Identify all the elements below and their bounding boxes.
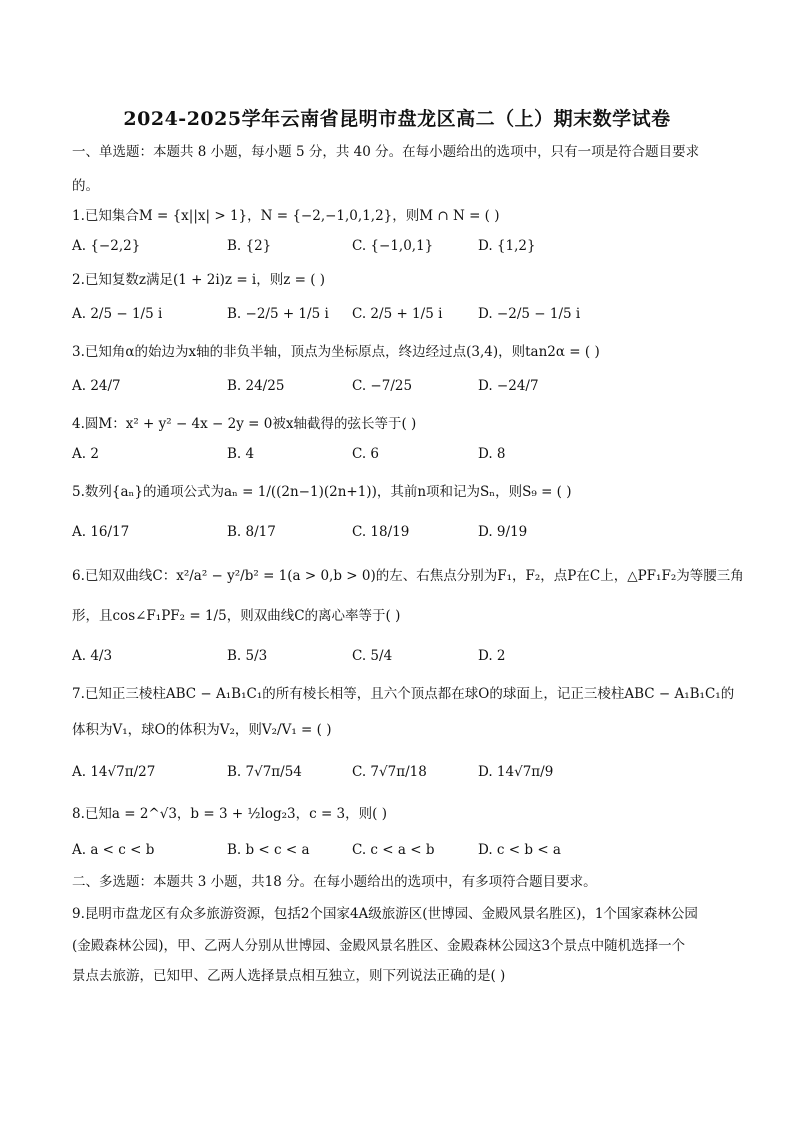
question-7-cont: 体积为V₁，球O的体积为V₂，则V₂/V₁ = ( ) <box>72 722 332 738</box>
option-b: B. 8/17 <box>227 524 276 540</box>
option-a: A. 14√7π/27 <box>72 764 156 780</box>
question-3-options <box>72 378 720 400</box>
option-c: C. −7/25 <box>352 378 413 394</box>
option-c: C. 7√7π/18 <box>352 764 427 780</box>
option-a: A. 2 <box>72 446 99 462</box>
option-d: D. 2 <box>478 648 506 664</box>
option-c: C. 2/5 + 1/5 i <box>352 306 443 322</box>
option-d: D. {1,2} <box>478 238 536 254</box>
question-7-options <box>72 764 720 786</box>
question-9-cont-2: 景点去旅游，已知甲、乙两人选择景点相互独立，则下列说法正确的是( ) <box>72 968 506 984</box>
option-b: B. 4 <box>227 446 255 462</box>
question-2-options <box>72 306 720 328</box>
section-heading-single-choice-cont: 的。 <box>72 178 99 194</box>
option-b: B. −2/5 + 1/5 i <box>227 306 329 322</box>
question-8-options <box>72 842 720 864</box>
question-4: 4.圆M：x² + y² − 4x − 2y = 0被x轴截得的弦长等于( ) <box>72 416 417 432</box>
question-6-cont: 形，且cos∠F₁PF₂ = 1/5，则双曲线C的离心率等于( ) <box>72 608 401 624</box>
option-b: B. 24/25 <box>227 378 285 394</box>
option-d: D. −24/7 <box>478 378 539 394</box>
option-c: C. c < a < b <box>352 842 435 858</box>
option-d: D. c < b < a <box>478 842 561 858</box>
option-a: A. a < c < b <box>72 842 155 858</box>
question-4-options <box>72 446 720 468</box>
page-title: 2024-2025学年云南省昆明市盘龙区高二（上）期末数学试卷 <box>123 108 671 130</box>
option-d: D. 14√7π/9 <box>478 764 554 780</box>
section-heading-single-choice: 一、单选题：本题共 8 小题，每小题 5 分，共 40 分。在每小题给出的选项中，只有一项是符合题目要求 <box>72 144 700 160</box>
section-heading-multi-choice: 二、多选题：本题共 3 小题，共18 分。在每小题给出的选项中，有多项符合题目要求。 <box>72 874 597 890</box>
question-1: 1.已知集合M = {x||x| > 1}，N = {−2,−1,0,1,2}，则M ∩ N = ( ) <box>72 208 500 224</box>
option-c: C. {−1,0,1} <box>352 238 434 254</box>
question-6-options <box>72 648 720 670</box>
option-d: D. −2/5 − 1/5 i <box>478 306 581 322</box>
question-2: 2.已知复数z满足(1 + 2i)z = i，则z = ( ) <box>72 272 326 288</box>
option-d: D. 8 <box>478 446 506 462</box>
option-a: A. 4/3 <box>72 648 113 664</box>
option-a: A. 16/17 <box>72 524 130 540</box>
option-c: C. 18/19 <box>352 524 410 540</box>
option-a: A. {−2,2} <box>72 238 141 254</box>
option-b: B. {2} <box>227 238 272 254</box>
question-5: 5.数列{aₙ}的通项公式为aₙ = 1/((2n−1)(2n+1))，其前n项和记为Sₙ，则S₉ = ( ) <box>72 484 572 500</box>
question-7: 7.已知正三棱柱ABC − A₁B₁C₁的所有棱长相等，且六个顶点都在球O的球面上，记正三棱柱ABC − A₁B₁C₁的 <box>72 686 735 702</box>
option-c: C. 5/4 <box>352 648 393 664</box>
question-8: 8.已知a = 2^√3，b = 3 + ½log₂3，c = 3，则( ) <box>72 806 387 822</box>
option-d: D. 9/19 <box>478 524 528 540</box>
question-9: 9.昆明市盘龙区有众多旅游资源，包括2个国家4A级旅游区(世博园、金殿风景名胜区)，1个国家森林公园 <box>72 906 698 922</box>
option-b: B. 5/3 <box>227 648 268 664</box>
question-9-cont-1: (金殿森林公园)，甲、乙两人分别从世博园、金殿风景名胜区、金殿森林公园这3个景点中随机选择一个 <box>72 938 686 954</box>
question-6: 6.已知双曲线C：x²/a² − y²/b² = 1(a > 0,b > 0)的左、右焦点分别为F₁，F₂，点P在C上，△PF₁F₂为等腰三角 <box>72 568 744 584</box>
option-a: A. 2/5 − 1/5 i <box>72 306 163 322</box>
option-a: A. 24/7 <box>72 378 121 394</box>
question-1-options <box>72 238 720 260</box>
question-3: 3.已知角α的始边为x轴的非负半轴，顶点为坐标原点，终边经过点(3,4)，则tan2α = ( ) <box>72 344 600 360</box>
option-c: C. 6 <box>352 446 380 462</box>
option-b: B. 7√7π/54 <box>227 764 302 780</box>
question-5-options <box>72 524 720 546</box>
option-b: B. b < c < a <box>227 842 310 858</box>
